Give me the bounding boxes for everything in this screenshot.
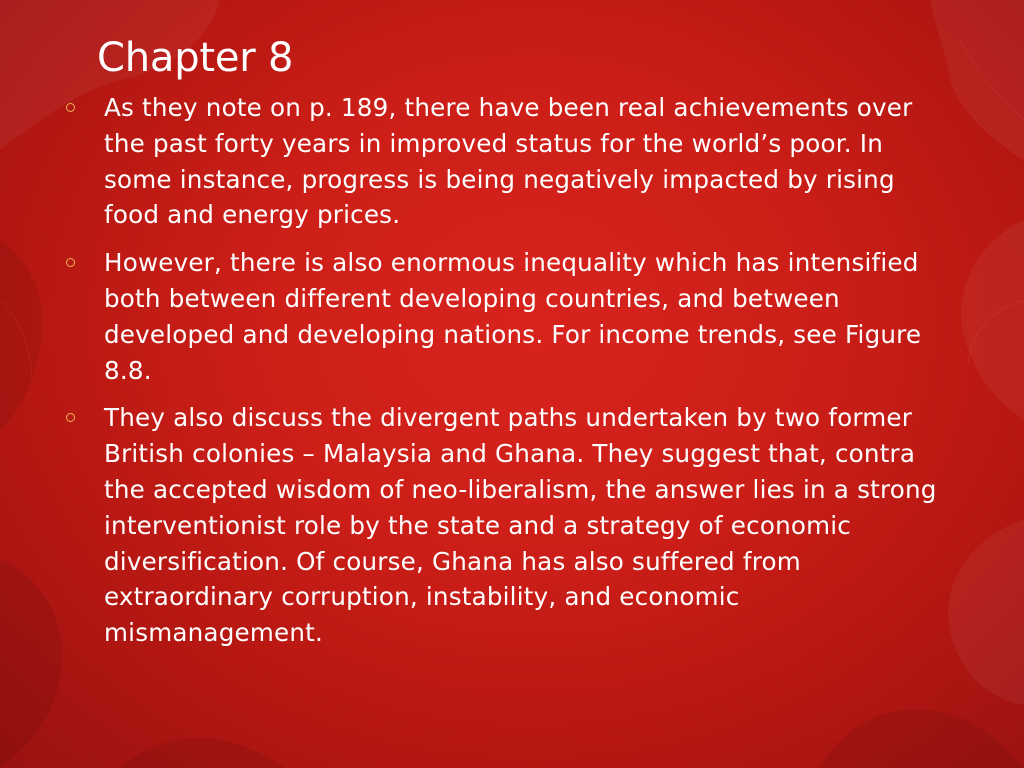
list-item bbox=[104, 245, 954, 388]
hollow-circle-bullet-icon bbox=[66, 413, 75, 422]
hollow-circle-bullet-icon bbox=[66, 258, 75, 267]
list-item bbox=[104, 400, 954, 651]
hollow-circle-bullet-icon bbox=[66, 103, 75, 112]
bullet-text: They also discuss the divergent paths undertaken by two former British colonies – Malaysia and Ghana. They suggest that, contra the accepted wisdom of neo-liberalism, the answer lies in a strong interventionist role by the state and a strategy of economic diversification. Of course, Ghana has also suffered from extraordinary corruption, instability, and economic mismanagement. bbox=[104, 403, 937, 648]
list-item bbox=[104, 90, 954, 233]
bullet-text: As they note on p. 189, there have been real achievements over the past forty years in improved status for the world’s poor. In some instance, progress is being negatively impacted by rising food and energy prices. bbox=[104, 93, 913, 230]
bullet-list bbox=[104, 90, 954, 663]
slide-title: Chapter 8 bbox=[97, 35, 294, 81]
bullet-text: However, there is also enormous inequality which has intensified both between different developing countries, and between developed and developing nations. For income trends, see Figure 8.8. bbox=[104, 248, 922, 385]
